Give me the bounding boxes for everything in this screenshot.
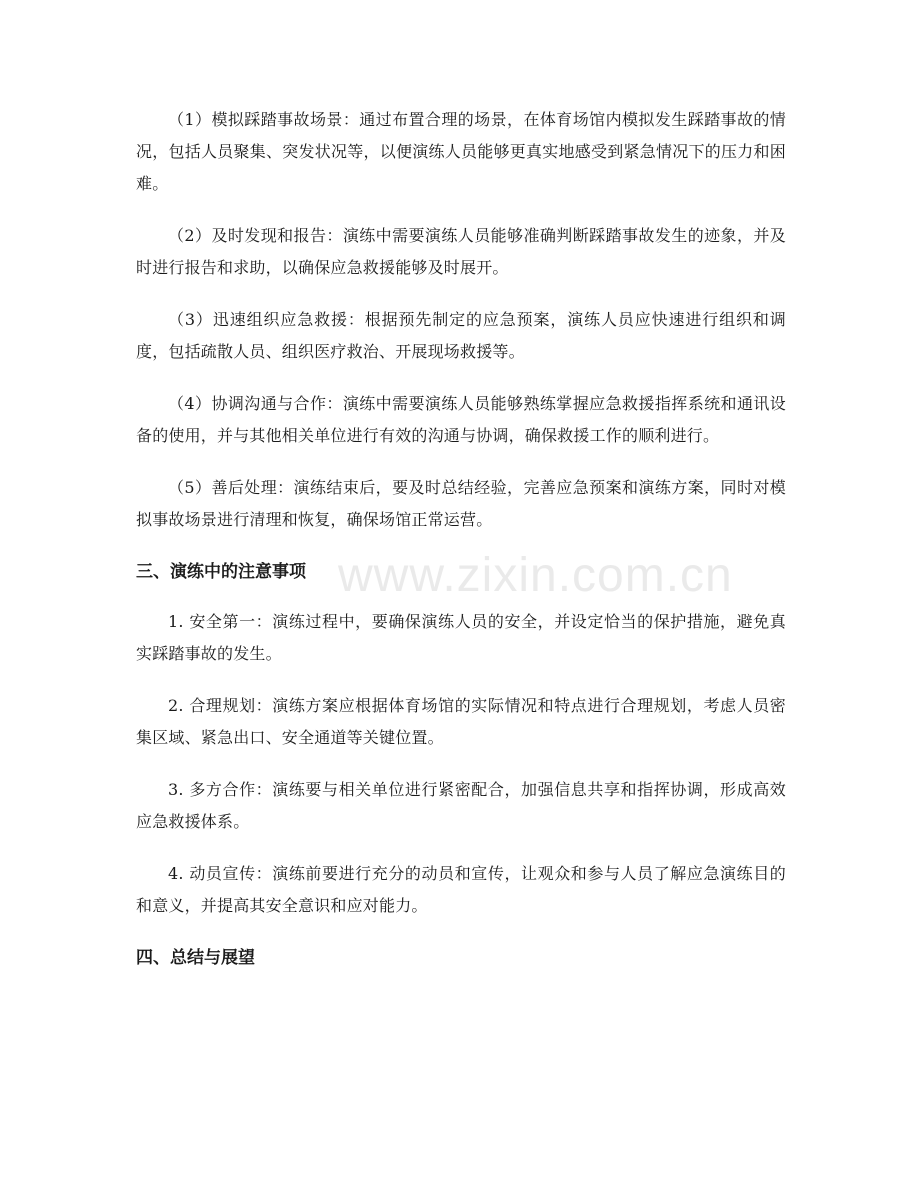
paragraph-planning: 2. 合理规划：演练方案应根据体育场馆的实际情况和特点进行合理规划，考虑人员密集区域、紧急出口、安全通道等关键位置。 bbox=[136, 696, 786, 747]
paragraph-coordinate: （4）协调沟通与合作：演练中需要演练人员能够熟练掌握应急救援指挥系统和通讯设备的使用，并与其他相关单位进行有效的沟通与协调，确保救援工作的顺利进行。 bbox=[136, 394, 786, 445]
paragraph-detect-report: （2）及时发现和报告：演练中需要演练人员能够准确判断踩踏事故发生的迹象，并及时进行报告和求助，以确保应急救援能够及时展开。 bbox=[136, 226, 786, 277]
paragraph-cooperation: 3. 多方合作：演练要与相关单位进行紧密配合，加强信息共享和指挥协调，形成高效应急救援体系。 bbox=[136, 780, 786, 831]
section-heading-summary: 四、总结与展望 bbox=[136, 948, 255, 968]
section-heading-precautions: 三、演练中的注意事项 bbox=[136, 562, 306, 582]
document-body bbox=[136, 104, 786, 992]
paragraph-publicity: 4. 动员宣传：演练前要进行充分的动员和宣传，让观众和参与人员了解应急演练目的和意义，并提高其安全意识和应对能力。 bbox=[136, 864, 786, 915]
paragraph-organize-rescue: （3）迅速组织应急救援：根据预先制定的应急预案，演练人员应快速进行组织和调度，包括疏散人员、组织医疗救治、开展现场救援等。 bbox=[136, 310, 786, 361]
watermark-text: www.zixin.com.cn bbox=[338, 549, 733, 602]
paragraph-aftermath: （5）善后处理：演练结束后，要及时总结经验，完善应急预案和演练方案，同时对模拟事故场景进行清理和恢复，确保场馆正常运营。 bbox=[136, 478, 786, 529]
paragraph-safety-first: 1. 安全第一：演练过程中，要确保演练人员的安全，并设定恰当的保护措施，避免真实踩踏事故的发生。 bbox=[136, 612, 786, 663]
paragraph-simulate-scene: （1）模拟踩踏事故场景：通过布置合理的场景，在体育场馆内模拟发生踩踏事故的情况，包括人员聚集、突发状况等，以便演练人员能够更真实地感受到紧急情况下的压力和困难。 bbox=[136, 110, 786, 193]
